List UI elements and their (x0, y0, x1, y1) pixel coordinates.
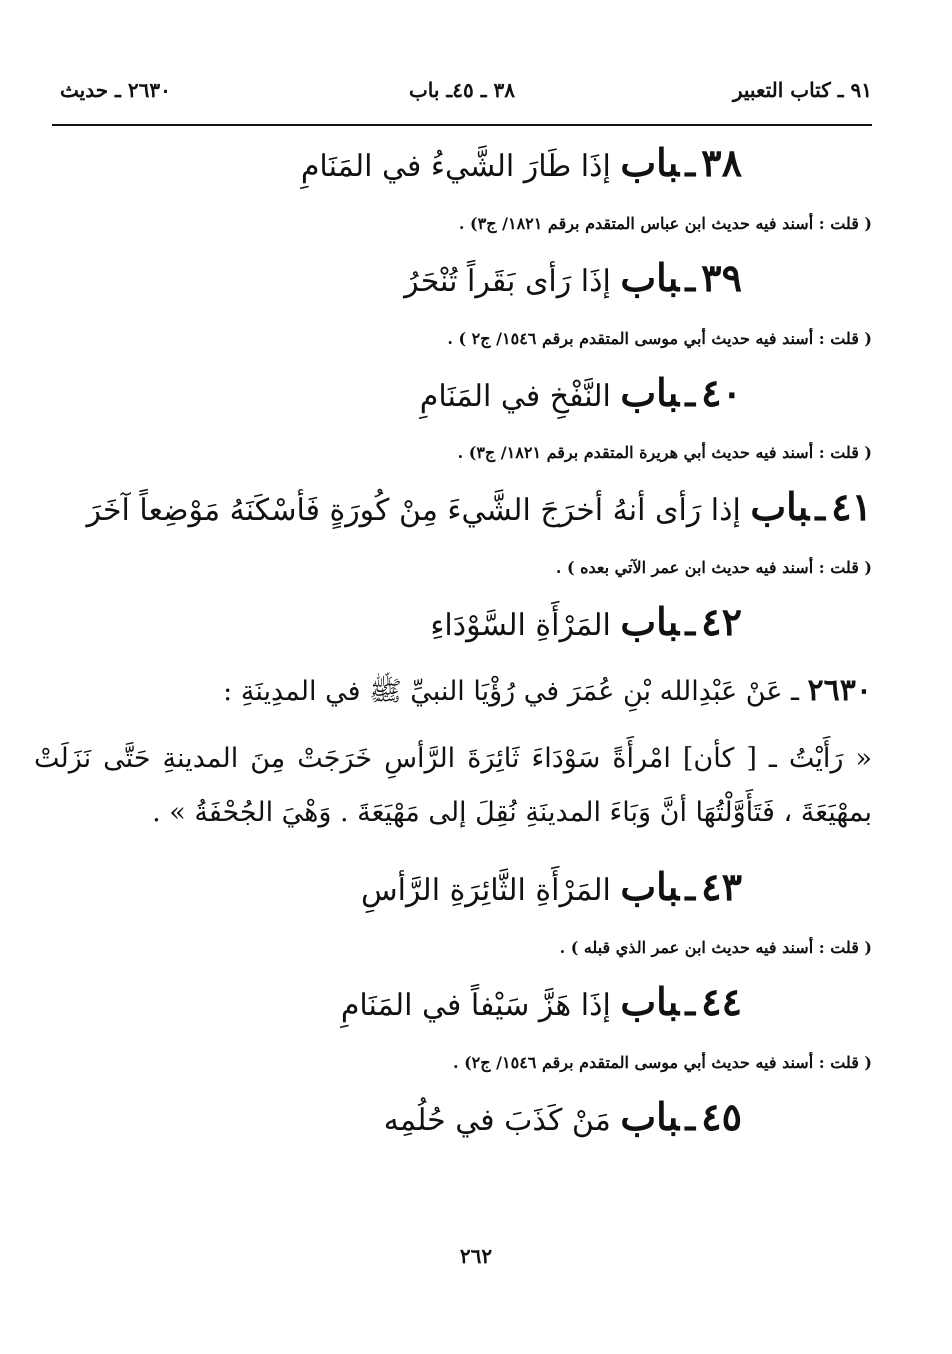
chapter-title: النَّفْخِ في المَنَامِ (419, 378, 611, 414)
chapter-bab-label: باب (620, 863, 680, 909)
chapter-title: مَنْ كَذَبَ في حُلُمِه (383, 1102, 611, 1138)
hadith-heading (52, 673, 872, 714)
chapter-number: ٤١ (831, 484, 872, 530)
chapter-heading-39 (52, 255, 742, 301)
chapter-bab-label: باب (620, 140, 680, 185)
chapter-heading-43 (52, 864, 742, 910)
chapter-title: إذَا هَزَّ سَيْفاً في المَنَامِ (340, 987, 611, 1023)
chapter-note-41: ( قلت : أسند فيه حديث ابن عمر الآتي بعده ) . (555, 558, 872, 578)
chapter-note-39: ( قلت : أسند فيه حديث أبي موسى المتقدم برقم ١٥٤٦/ ج٢ ) . (447, 328, 872, 348)
chapter-note-40: ( قلت : أسند فيه حديث أبي هريرة المتقدم برقم ١٨٢١/ ج٣) . (457, 443, 872, 463)
chapter-number: ٣٩ (701, 254, 742, 300)
running-header (52, 78, 872, 118)
chapter-title: إذا رَأى أنهُ أخرَجَ الشَّيءَ مِنْ كُورَةٍ فَأسْكَنَهُ مَوْضِعاً آخَرَ (86, 493, 741, 529)
chapter-bab-label: باب (620, 1093, 680, 1139)
chapter-bab-label: باب (620, 599, 680, 645)
chapter-note-43: ( قلت : أسند فيه حديث ابن عمر الذي قبله ) . (559, 937, 872, 957)
chapter-number: ٤٠ (701, 369, 742, 415)
chapter-dash: ـ (685, 1098, 696, 1139)
chapter-number: ٣٨ (701, 140, 742, 185)
header-divider (52, 124, 872, 126)
chapter-heading-40 (52, 370, 742, 416)
chapter-title: المَرْأَةِ الثَّائِرَةِ الرَّأسِ (361, 872, 611, 908)
page-number: ٢٦٢ (459, 1244, 493, 1268)
chapter-dash: ـ (685, 604, 696, 645)
chapter-bab-label: باب (750, 484, 810, 530)
chapter-bab-label: باب (620, 978, 680, 1024)
chapter-heading-45 (52, 1094, 742, 1140)
hadith-text: « رَأَيْتُ ـ [ كأن] امْرأَةً سَوْدَاءَ ثَائِرَةَ الرَّأسِ خَرَجَتْ مِنَ المدينةِ حَتَّى نَزَلَتْ بمهْيَعَةَ ، فَتَأَوَّلْتُهَا أنَّ وَبَاءَ المدينَةِ نُقِلَ إلى مَهْيَعَةَ . وَهْيَ الجُحْفَةُ » . (34, 742, 872, 828)
chapter-note-44: ( قلت : أسند فيه حديث أبي موسى المتقدم برقم ١٥٤٦/ ج٢) . (452, 1052, 872, 1072)
chapter-heading-41 (52, 484, 872, 530)
header-chapter-range: ٣٨ ـ ٤٥ـ باب (408, 78, 516, 102)
chapter-dash: ـ (685, 983, 696, 1024)
page-content (34, 140, 872, 1167)
chapter-dash: ـ (685, 145, 696, 185)
chapter-number: ٤٥ (701, 1093, 742, 1139)
chapter-dash: ـ (685, 374, 696, 415)
chapter-number: ٤٣ (701, 863, 742, 909)
chapter-heading-38 (52, 140, 742, 186)
chapter-title: إذَا طَارَ الشَّيءُ في المَنَامِ (300, 149, 611, 184)
header-hadith-range: ٢٦٣٠ ـ حديث (60, 78, 171, 102)
chapter-title: إذَا رَأى بَقَراً تُنْحَرُ (404, 263, 611, 299)
chapter-bab-label: باب (620, 254, 680, 300)
chapter-bab-label: باب (620, 369, 680, 415)
chapter-dash: ـ (685, 868, 696, 909)
hadith-intro: ـ عَنْ عَبْدِالله بْنِ عُمَرَ في رُؤْيَا النبيِّ ﷺ في المدِينَةِ : (223, 675, 799, 707)
chapter-heading-42 (52, 599, 742, 645)
chapter-heading-44 (52, 979, 742, 1025)
chapter-title: المَرْأَةِ السَّوْدَاءِ (430, 608, 611, 644)
chapter-dash: ـ (815, 489, 826, 530)
chapter-note-38: ( قلت : أسند فيه حديث ابن عباس المتقدم برقم ١٨٢١/ ج٣) . (458, 213, 872, 233)
chapter-dash: ـ (685, 259, 696, 300)
chapter-number: ٤٤ (701, 978, 742, 1024)
header-book-title: ٩١ ـ كتاب التعبير (732, 78, 872, 102)
hadith-number: ٢٦٣٠ (807, 672, 872, 708)
chapter-number: ٤٢ (701, 599, 742, 645)
